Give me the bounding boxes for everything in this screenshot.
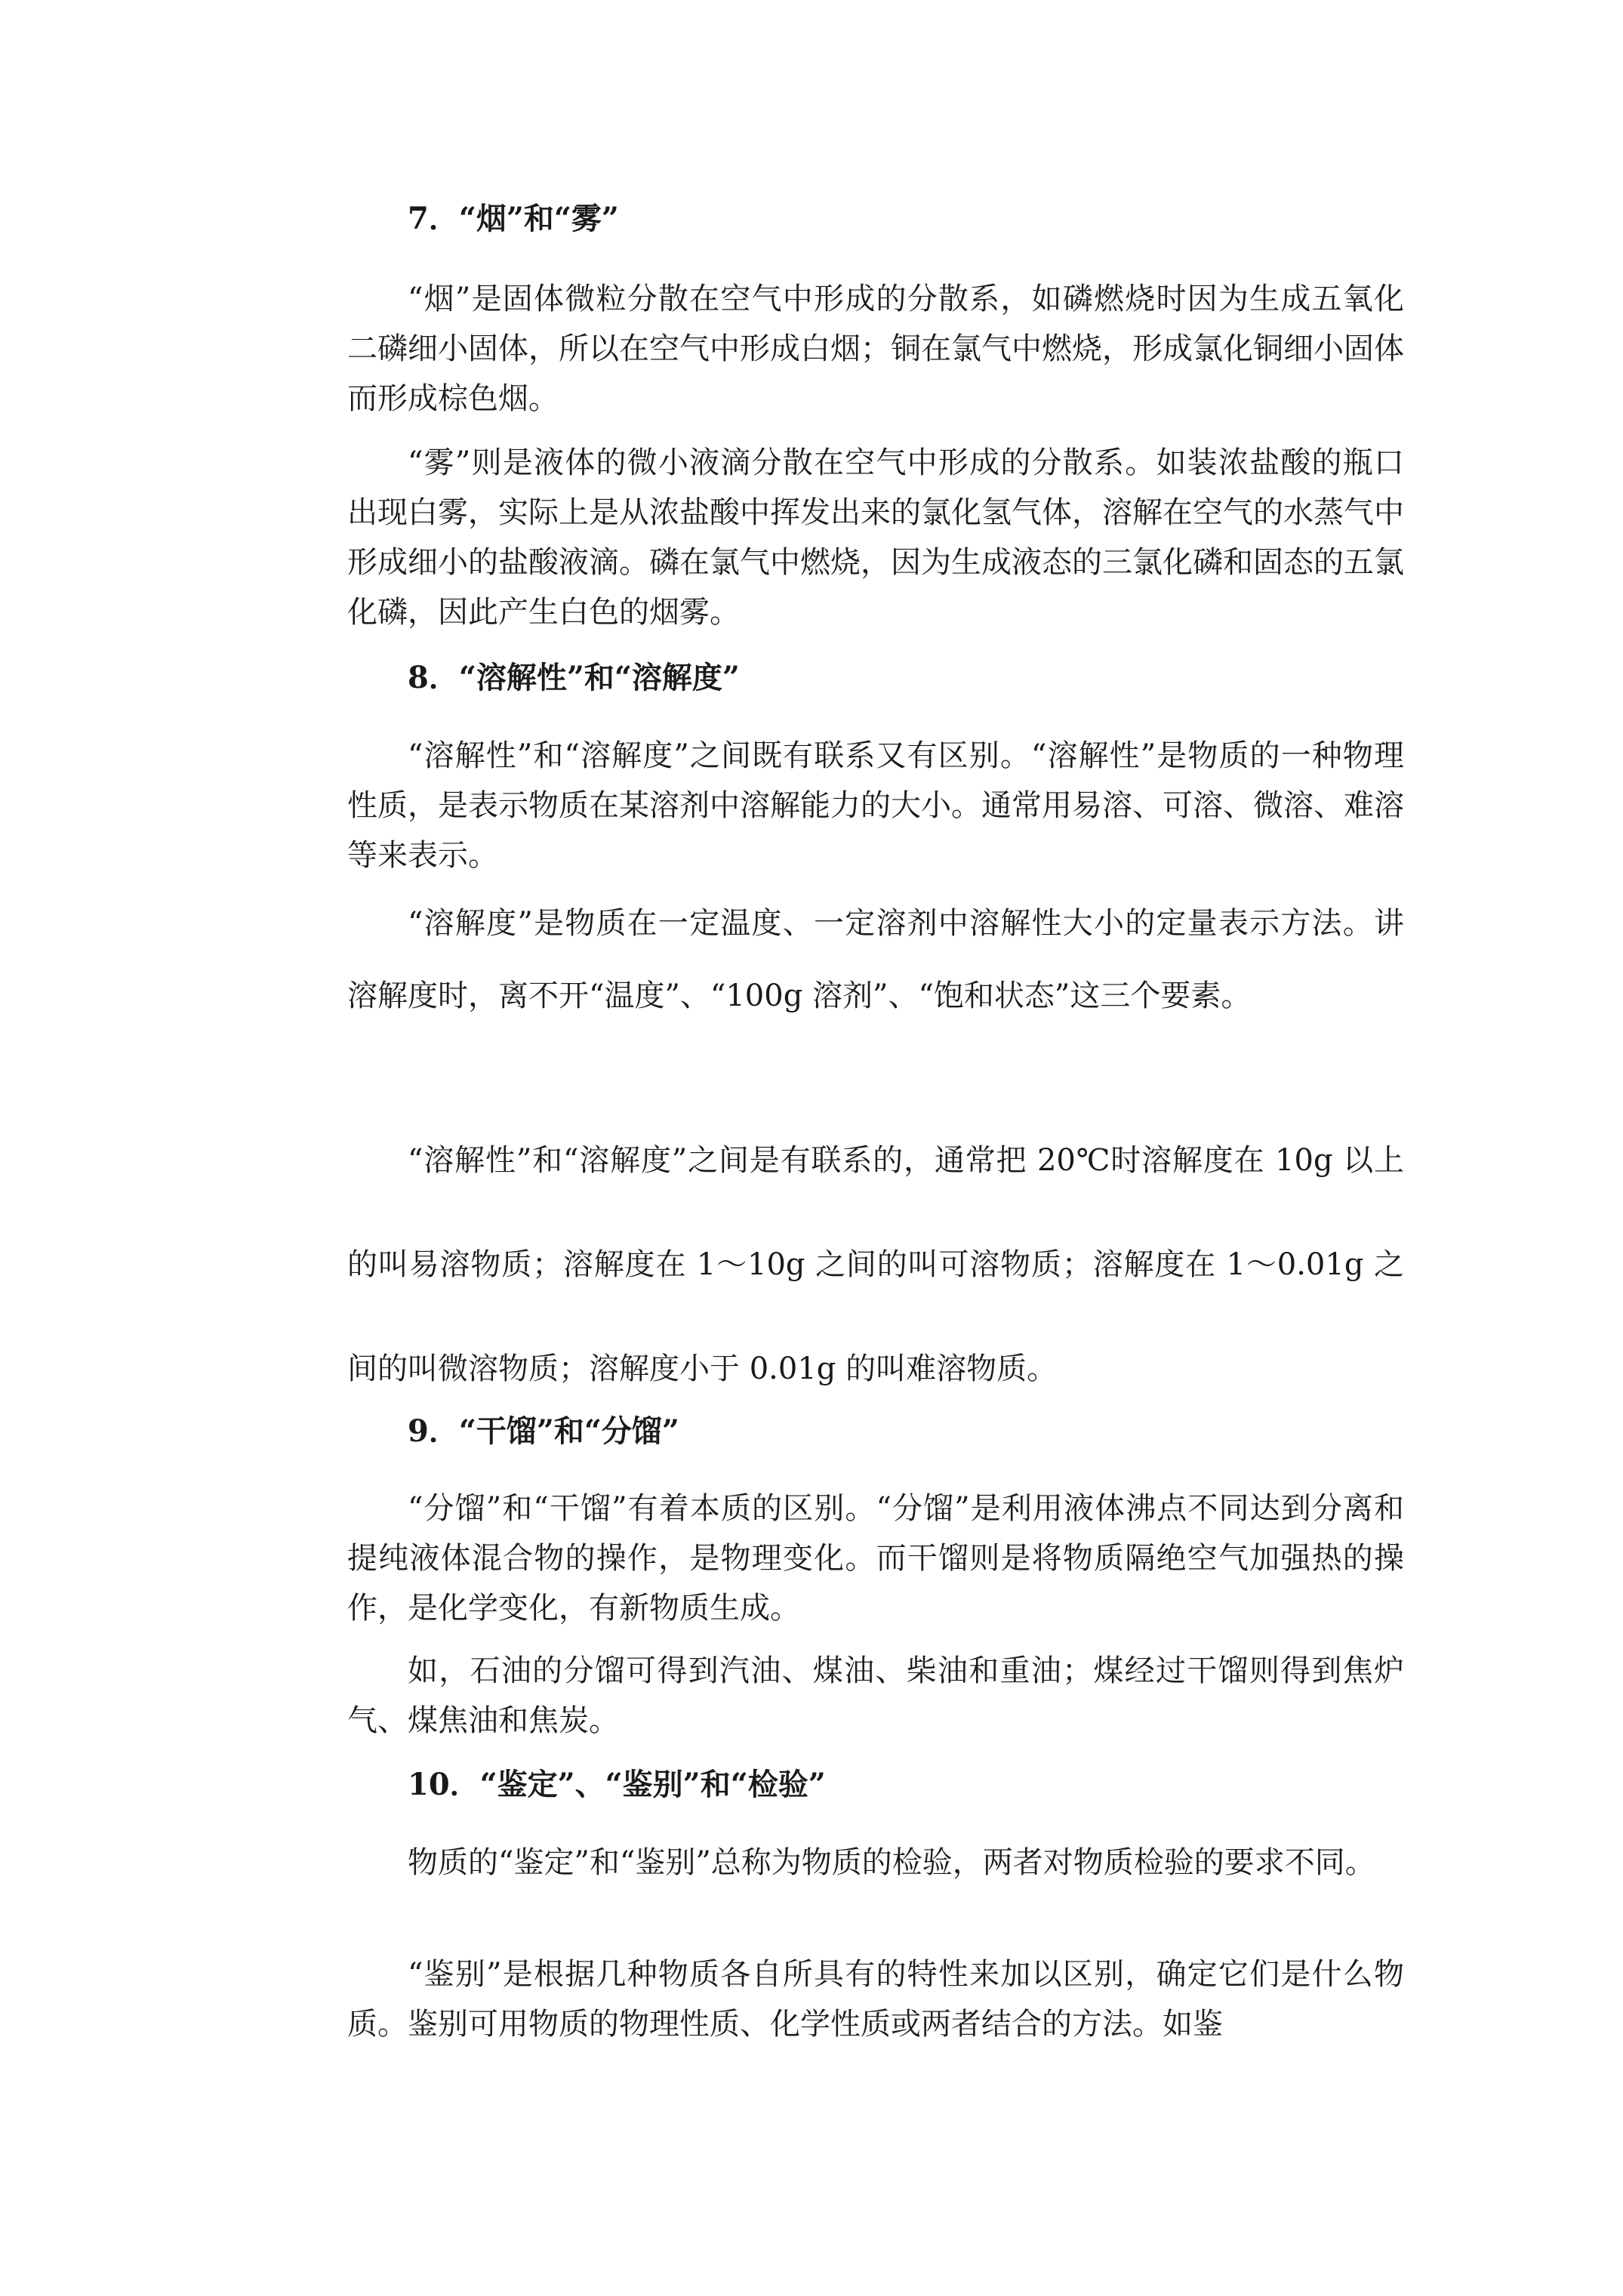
section-heading-9: 9．“干馏”和“分馏” [408,1413,679,1449]
paragraph-inspection-overview: 物质的“鉴定”和“鉴别”总称为物质的检验，两者对物质检验的要求不同。 [408,1845,1375,1880]
paragraph-identification: “鉴别”是根据几种物质各自所具有的特性来加以区别，确定它们是什么物质。鉴别可用物质的物理性质、化学性质或两者结合的方法。如鉴 [347,1957,1404,2042]
paragraph-solubility-definition: “溶解度”是物质在一定温度、一定溶剂中溶解性大小的定量表示方法。讲溶解度时，离不开“温度”、“100g 溶剂”、“饱和状态”这三个要素。 [347,906,1404,1013]
paragraph-distillation-difference: “分馏”和“干馏”有着本质的区别。“分馏”是利用液体沸点不同达到分离和提纯液体混合物的操作，是物理变化。而干馏则是将物质隔绝空气加强热的操作，是化学变化，有新物质生成。 [347,1491,1404,1626]
paragraph-fog: “雾”则是液体的微小液滴分散在空气中形成的分散系。如装浓盐酸的瓶口出现白雾，实际上是从浓盐酸中挥发出来的氯化氢气体，溶解在空气的水蒸气中形成细小的盐酸液滴。磷在氯气中燃烧，因为生成液态的三氯化磷和固态的五氯化磷，因此产生白色的烟雾。 [347,445,1404,630]
paragraph-solubility-classes: “溶解性”和“溶解度”之间是有联系的，通常把 20℃时溶解度在 10g 以上的叫易溶物质；溶解度在 1～10g 之间的叫可溶物质；溶解度在 1～0.01g 之间的叫微溶物质；溶解度小于 0.01g 的叫难溶物质。 [347,1143,1404,1386]
section-heading-10: 10．“鉴定”、“鉴别”和“检验” [408,1767,826,1802]
paragraph-smoke: “烟”是固体微粒分散在空气中形成的分散系，如磷燃烧时因为生成五氧化二磷细小固体，所以在空气中形成白烟；铜在氯气中燃烧，形成氯化铜细小固体而形成棕色烟。 [347,282,1404,416]
paragraph-solubility-relation: “溶解性”和“溶解度”之间既有联系又有区别。“溶解性”是物质的一种物理性质，是表示物质在某溶剂中溶解能力的大小。通常用易溶、可溶、微溶、难溶等来表示。 [347,738,1404,873]
section-heading-7: 7．“烟”和“雾” [408,201,619,236]
paragraph-distillation-example: 如，石油的分馏可得到汽油、煤油、柴油和重油；煤经过干馏则得到焦炉气、煤焦油和焦炭。 [347,1653,1404,1738]
section-heading-8: 8．“溶解性”和“溶解度” [408,660,740,695]
